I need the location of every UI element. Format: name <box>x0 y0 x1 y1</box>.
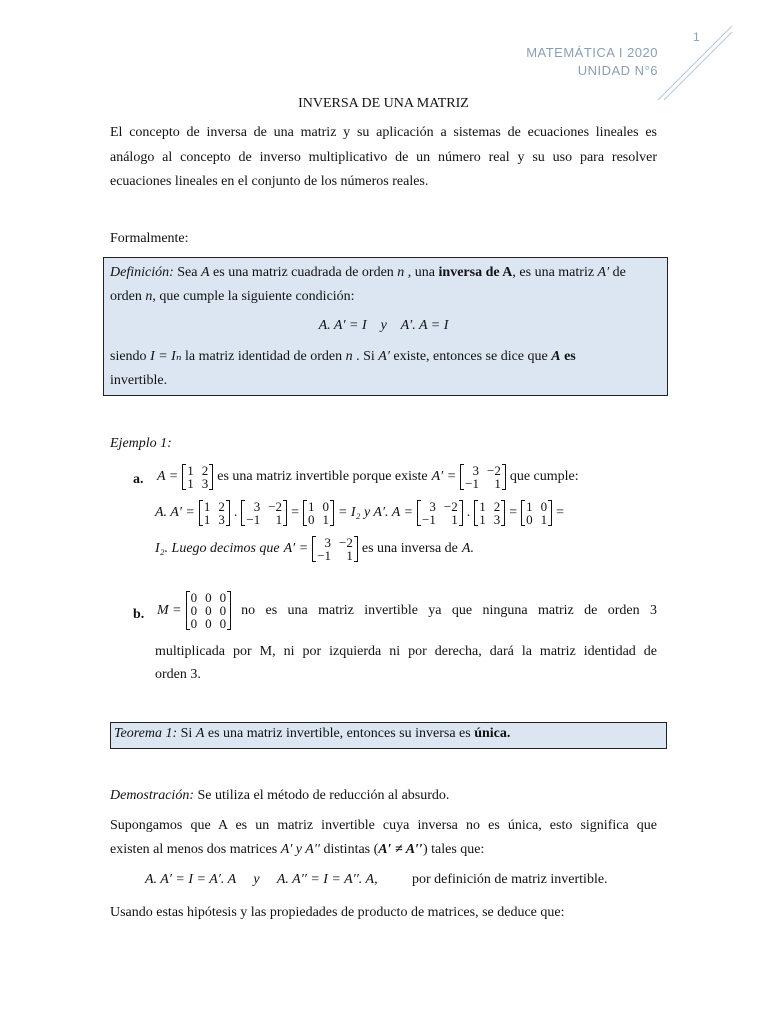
matrix-cell: 1 <box>203 499 211 514</box>
proof-intro: Demostración: Se utiliza el método de reducción al absurdo. <box>110 788 450 803</box>
unit-header: UNIDAD N°6 <box>577 63 658 78</box>
matrix-cell: 0 <box>322 499 329 514</box>
matrix-cell: 1 <box>479 499 486 514</box>
matrix-cell: −2 <box>443 499 458 514</box>
page-title: INVERSA DE UNA MATRIZ <box>298 96 469 111</box>
definition-line-1: Definición: Sea A es una matriz cuadrada de orden n , una inversa de A, es una matriz A′ de <box>110 265 626 280</box>
example-a-line-2: A. A′ = 1 2 1 3 . 3 −2 −1 1 = 1 0 0 1 = I₂ y A′. A = 3 −2 −1 1 . 1 2 1 3 = 1 0 0 1 = <box>155 499 565 527</box>
matrix-cell: 1 <box>451 512 458 527</box>
example-a-line-3: I₂. Luego decimos que A′ = 3 −2 −1 1 es una inversa de A. <box>155 535 474 563</box>
definition-line-4: invertible. <box>110 373 168 388</box>
matrix-cell: 1 <box>275 512 283 527</box>
matrix-cell: 3 <box>218 512 225 527</box>
course-header: MATEMÁTICA I 2020 <box>526 45 658 60</box>
definition-line-2: orden n, que cumple la siguiente condición: <box>110 289 355 304</box>
matrix-cell: 1 <box>346 548 353 563</box>
proof-line-2: existen al menos dos matrices A′ y A′′ distintas (A′ ≠ A′′) tales que: <box>110 842 485 857</box>
matrix-cell: 0 <box>190 590 198 605</box>
matrix-cell: 0 <box>219 603 227 618</box>
matrix-cell: 3 <box>493 512 501 527</box>
proof-equation-note: por definición de matriz invertible. <box>412 872 608 887</box>
matrix-cell: 0 <box>205 616 212 631</box>
matrix-cell: 3 <box>429 499 436 514</box>
matrix-cell: 0 <box>190 603 198 618</box>
matrix-cell: 1 <box>540 512 548 527</box>
matrix-cell: 1 <box>187 476 194 491</box>
proof-equation: A. A′ = I = A′. A y A. A′′ = I = A′′. A, <box>145 872 378 887</box>
matrix-cell: −2 <box>268 499 283 514</box>
matrix-cell: 3 <box>201 476 209 491</box>
example-label: Ejemplo 1: <box>110 436 172 451</box>
proof-line-3: Usando estas hipótesis y las propiedades de producto de matrices, se deduce que: <box>110 905 565 920</box>
matrix-cell: 1 <box>322 512 329 527</box>
matrix-A-inverse <box>241 500 287 526</box>
matrix-identity <box>303 500 334 526</box>
matrix-cell: 3 <box>472 463 479 478</box>
proof-line-1: Supongamos que A es un matriz invertible cuya inversa no es única, esto significa que <box>110 818 657 833</box>
matrix-cell: 0 <box>219 616 227 631</box>
theorem-text: Teorema 1: Si A es una matriz invertible, entonces su inversa es única. <box>114 726 511 741</box>
matrix-cell: 0 <box>219 590 227 605</box>
corner-decoration <box>650 20 735 105</box>
example-b-line-1: M = 0 0 0 0 0 0 0 0 0 no es una matriz invertible ya que ninguna matriz de orden 3 <box>157 590 657 631</box>
matrix-cell: 0 <box>205 603 212 618</box>
intro-line-2: análogo al concepto de inverso multiplicativo de un número real y su uso para resolver <box>110 150 657 165</box>
formally-label: Formalmente: <box>110 231 189 246</box>
matrix-cell: 3 <box>324 535 332 550</box>
matrix-cell: −2 <box>486 463 501 478</box>
matrix-cell: −2 <box>339 535 353 550</box>
matrix-cell: −1 <box>246 512 261 527</box>
matrix-cell: −1 <box>317 548 332 563</box>
definition-equation: A. A′ = I y A′. A = I <box>318 318 449 333</box>
matrix-cell: 1 <box>187 463 194 478</box>
item-b-mark: b. <box>133 607 145 622</box>
matrix-identity <box>521 500 552 526</box>
matrix-A-inverse <box>312 536 358 562</box>
matrix-M <box>186 591 232 630</box>
matrix-cell: 2 <box>201 463 209 478</box>
matrix-cell: 1 <box>494 476 501 491</box>
matrix-A <box>199 500 230 526</box>
intro-line-3: ecuaciones lineales en el conjunto de los números reales. <box>110 174 429 189</box>
matrix-cell: −1 <box>465 476 479 491</box>
matrix-cell: −1 <box>422 512 436 527</box>
matrix-cell: 2 <box>218 499 225 514</box>
matrix-A-inverse <box>460 464 506 490</box>
example-b-line-2: multiplicada por M, ni por izquierda ni por derecha, dará la matriz identidad de <box>155 644 657 659</box>
matrix-cell: 0 <box>540 499 548 514</box>
matrix-cell: 0 <box>526 512 533 527</box>
matrix-cell: 2 <box>493 499 501 514</box>
example-a-line-1: A = 1 2 1 3 es una matriz invertible porque existe A′ = 3 −2 −1 1 que cumple: <box>157 463 579 491</box>
definition-line-3: siendo I = Iₙ la matriz identidad de orden n . Si A′ existe, entonces se dice que A es <box>110 349 576 364</box>
matrix-cell: 0 <box>307 512 315 527</box>
matrix-cell: 1 <box>203 512 211 527</box>
matrix-cell: 1 <box>479 512 486 527</box>
matrix-cell: 3 <box>253 499 261 514</box>
matrix-A <box>182 464 213 490</box>
matrix-cell: 0 <box>190 616 198 631</box>
item-a-mark: a. <box>133 472 144 487</box>
matrix-A-inverse <box>417 500 463 526</box>
matrix-A <box>474 500 505 526</box>
example-b-line-3: orden 3. <box>155 667 201 682</box>
matrix-cell: 0 <box>205 590 212 605</box>
matrix-cell: 1 <box>307 499 315 514</box>
intro-line-1: El concepto de inversa de una matriz y su aplicación a sistemas de ecuaciones lineales es <box>110 125 657 140</box>
page-number: 1 <box>693 30 700 44</box>
matrix-cell: 1 <box>526 499 533 514</box>
